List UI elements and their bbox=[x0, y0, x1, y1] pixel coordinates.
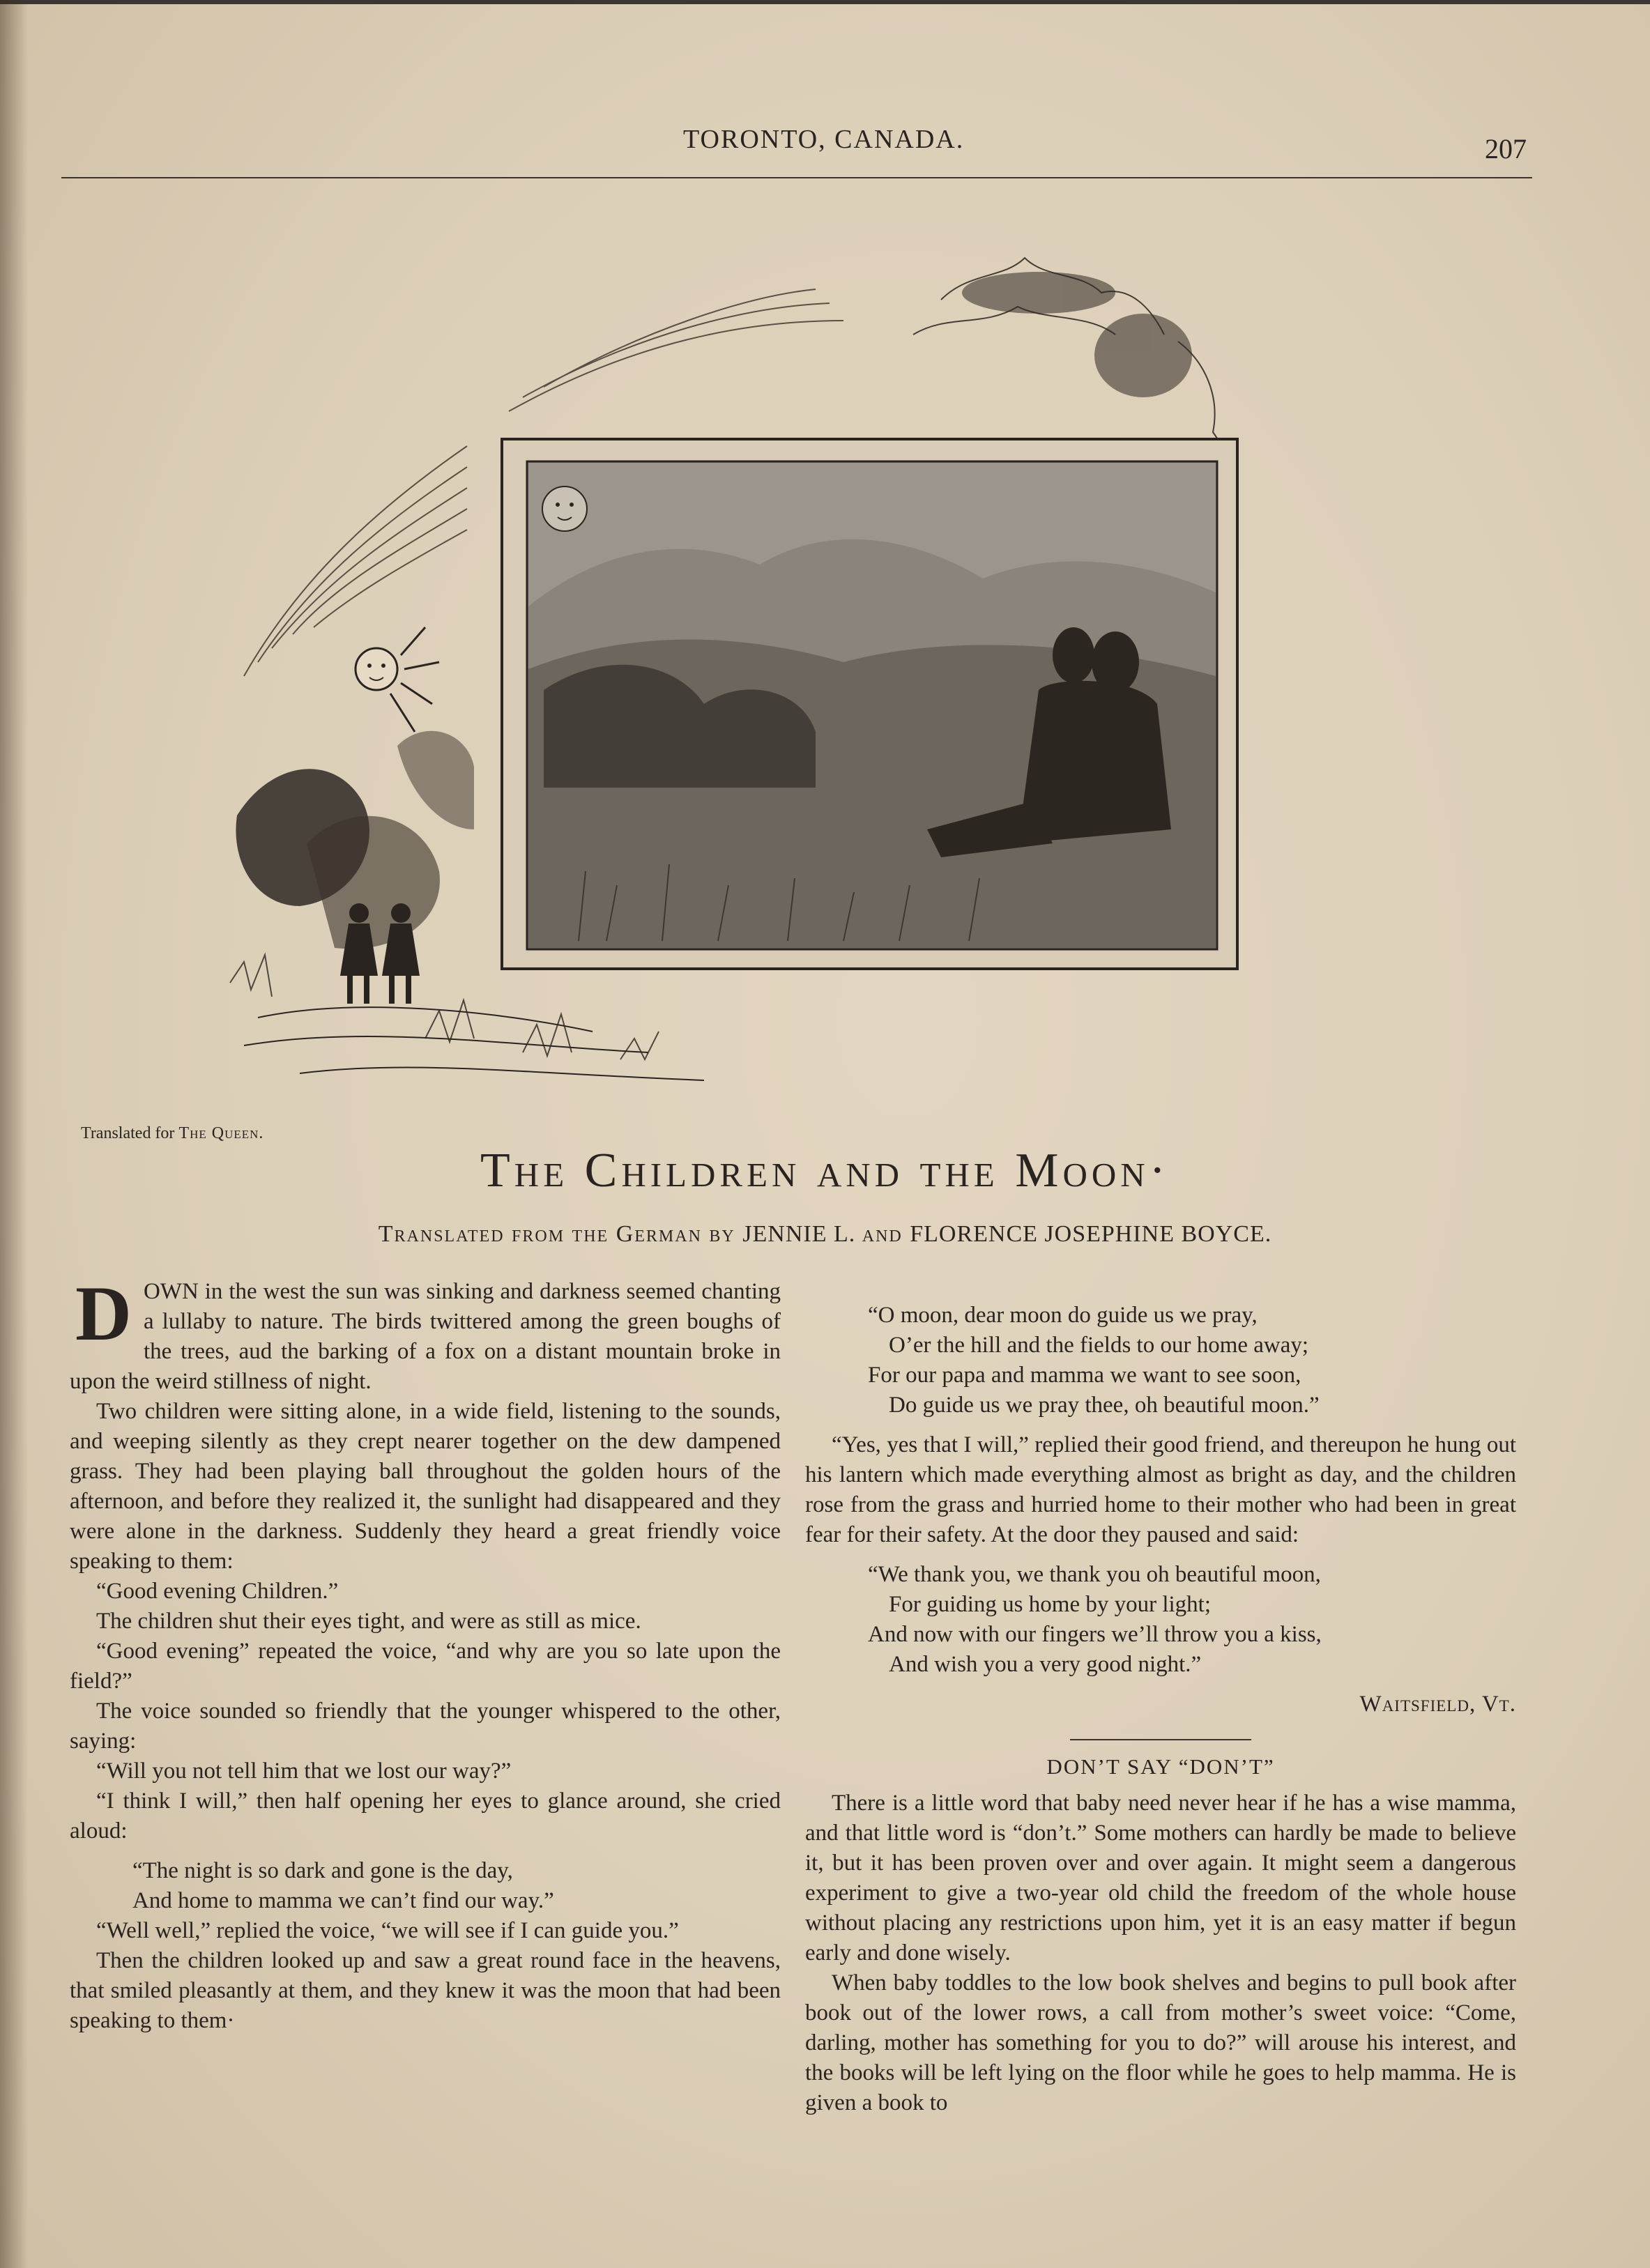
paragraph: The children shut their eyes tight, and were as still as mice. bbox=[96, 1609, 641, 1634]
running-header: TORONTO, CANADA. bbox=[683, 125, 965, 154]
verse-line: For guiding us home by your light; bbox=[889, 1592, 1211, 1617]
header-rule bbox=[61, 177, 1532, 178]
paragraph: Then the children looked up and saw a great round face in the heavens, that smiled pleasantly at them, and they knew it was the moon that had been speaking to them· bbox=[70, 1948, 781, 2033]
dropcap-letter: D bbox=[75, 1271, 132, 1357]
byline-prefix: Translated from the German by bbox=[378, 1221, 743, 1247]
verse-line: O’er the hill and the fields to our home away; bbox=[889, 1333, 1309, 1358]
verse-line: For our papa and mamma we want to see soon, bbox=[868, 1363, 1301, 1388]
translation-credit bbox=[81, 1124, 263, 1143]
section-divider bbox=[1070, 1739, 1251, 1740]
verse-line: Do guide us we pray thee, oh beautiful moon.” bbox=[889, 1393, 1320, 1418]
paragraph: “Good evening” repeated the voice, “and why are you so late upon the field?” bbox=[70, 1639, 781, 1694]
paragraph: Two children were sitting alone, in a wide field, listening to the sounds, and weeping silently as they crept nearer together on the dew dampened grass. They had been playing ball throughout the golden hours of the afternoon, and before they realized it, the sunlight had disappeared and they were alone in the darkness. Suddenly they heard a great friendly voice speaking to them: bbox=[70, 1399, 781, 1574]
paragraph: “Good evening Children.” bbox=[96, 1579, 339, 1604]
binding-shadow bbox=[0, 0, 28, 2268]
paragraph: There is a little word that baby need never hear if he has a wise mamma, and that little word is “don’t.” Some mothers can hardly be made to believe it, but it has been proven over and over again. It might seem a dangerous experiment to give a two-year old child the freedom of the whole house without placing any restrictions upon him, yet it is an easy matter if begun early and done wisely. bbox=[805, 1791, 1516, 1966]
top-edge bbox=[0, 0, 1650, 4]
paragraph: When baby toddles to the low book shelves and begins to pull book after book out of the lower rows, a call from mother’s sweet voice: “Come, darling, mother has something for you to do?” will arouse his interest, and the books will be left lying on the floor while he goes to help mamma. He is given a book to bbox=[805, 1970, 1516, 2115]
verse-line: And now with our fingers we’ll throw you a kiss, bbox=[868, 1622, 1322, 1647]
paragraph: “Will you not tell him that we lost our way?” bbox=[96, 1759, 512, 1784]
verse-line: And home to mamma we can’t find our way.” bbox=[132, 1888, 554, 1913]
byline-names-2: FLORENCE JOSEPHINE BOYCE. bbox=[910, 1221, 1272, 1247]
credit-publication: The Queen. bbox=[178, 1124, 264, 1142]
right-column bbox=[805, 1291, 1516, 2118]
paragraph: “Well well,” replied the voice, “we will see if I can guide you.” bbox=[96, 1918, 679, 1943]
verse-line: “The night is so dark and gone is the day, bbox=[132, 1858, 513, 1883]
section-heading: DON’T SAY “DON’T” bbox=[1046, 1754, 1275, 1779]
credit-prefix: Translated for bbox=[81, 1124, 179, 1142]
translator-byline bbox=[0, 1221, 1650, 1248]
paragraph-text: OWN in the west the sun was sinking and darkness seemed chanting a lullaby to nature. The birds twittered among the green boughs of the trees, aud the barking of a fox on a distant mountain broke in upon the weird stillness of night. bbox=[70, 1279, 781, 1394]
byline-and: and bbox=[862, 1221, 910, 1247]
verse-line: And wish you a very good night.” bbox=[889, 1652, 1202, 1677]
article-title: The Children and the Moon· bbox=[480, 1144, 1170, 1197]
paragraph: “I think I will,” then half opening her eyes to glance around, she cried aloud: bbox=[70, 1788, 781, 1844]
verse bbox=[805, 1301, 1516, 1420]
verse bbox=[805, 1560, 1516, 1680]
left-column bbox=[70, 1271, 781, 2036]
paragraph: “Yes, yes that I will,” replied their good friend, and thereupon he hung out his lantern which made everything almost as bright as day, and the children rose from the grass and hurried home to their mother who had been in great fear for their safety. At the door they paused and said: bbox=[805, 1432, 1516, 1547]
page-number: 207 bbox=[1485, 133, 1527, 164]
dropcap bbox=[70, 1271, 134, 1357]
signature: Waitsfield, Vt. bbox=[1359, 1692, 1516, 1717]
byline-names-1: JENNIE L. bbox=[742, 1221, 862, 1247]
moon-icon bbox=[542, 486, 587, 531]
verse-line: “O moon, dear moon do guide us we pray, bbox=[868, 1303, 1258, 1328]
verse-line: “We thank you, we thank you oh beautiful moon, bbox=[868, 1562, 1321, 1587]
paragraph bbox=[70, 1271, 781, 1397]
paragraph: The voice sounded so friendly that the younger whispered to the other, saying: bbox=[70, 1699, 781, 1754]
sun-icon bbox=[356, 627, 439, 732]
engraving-illustration bbox=[216, 216, 1401, 1108]
